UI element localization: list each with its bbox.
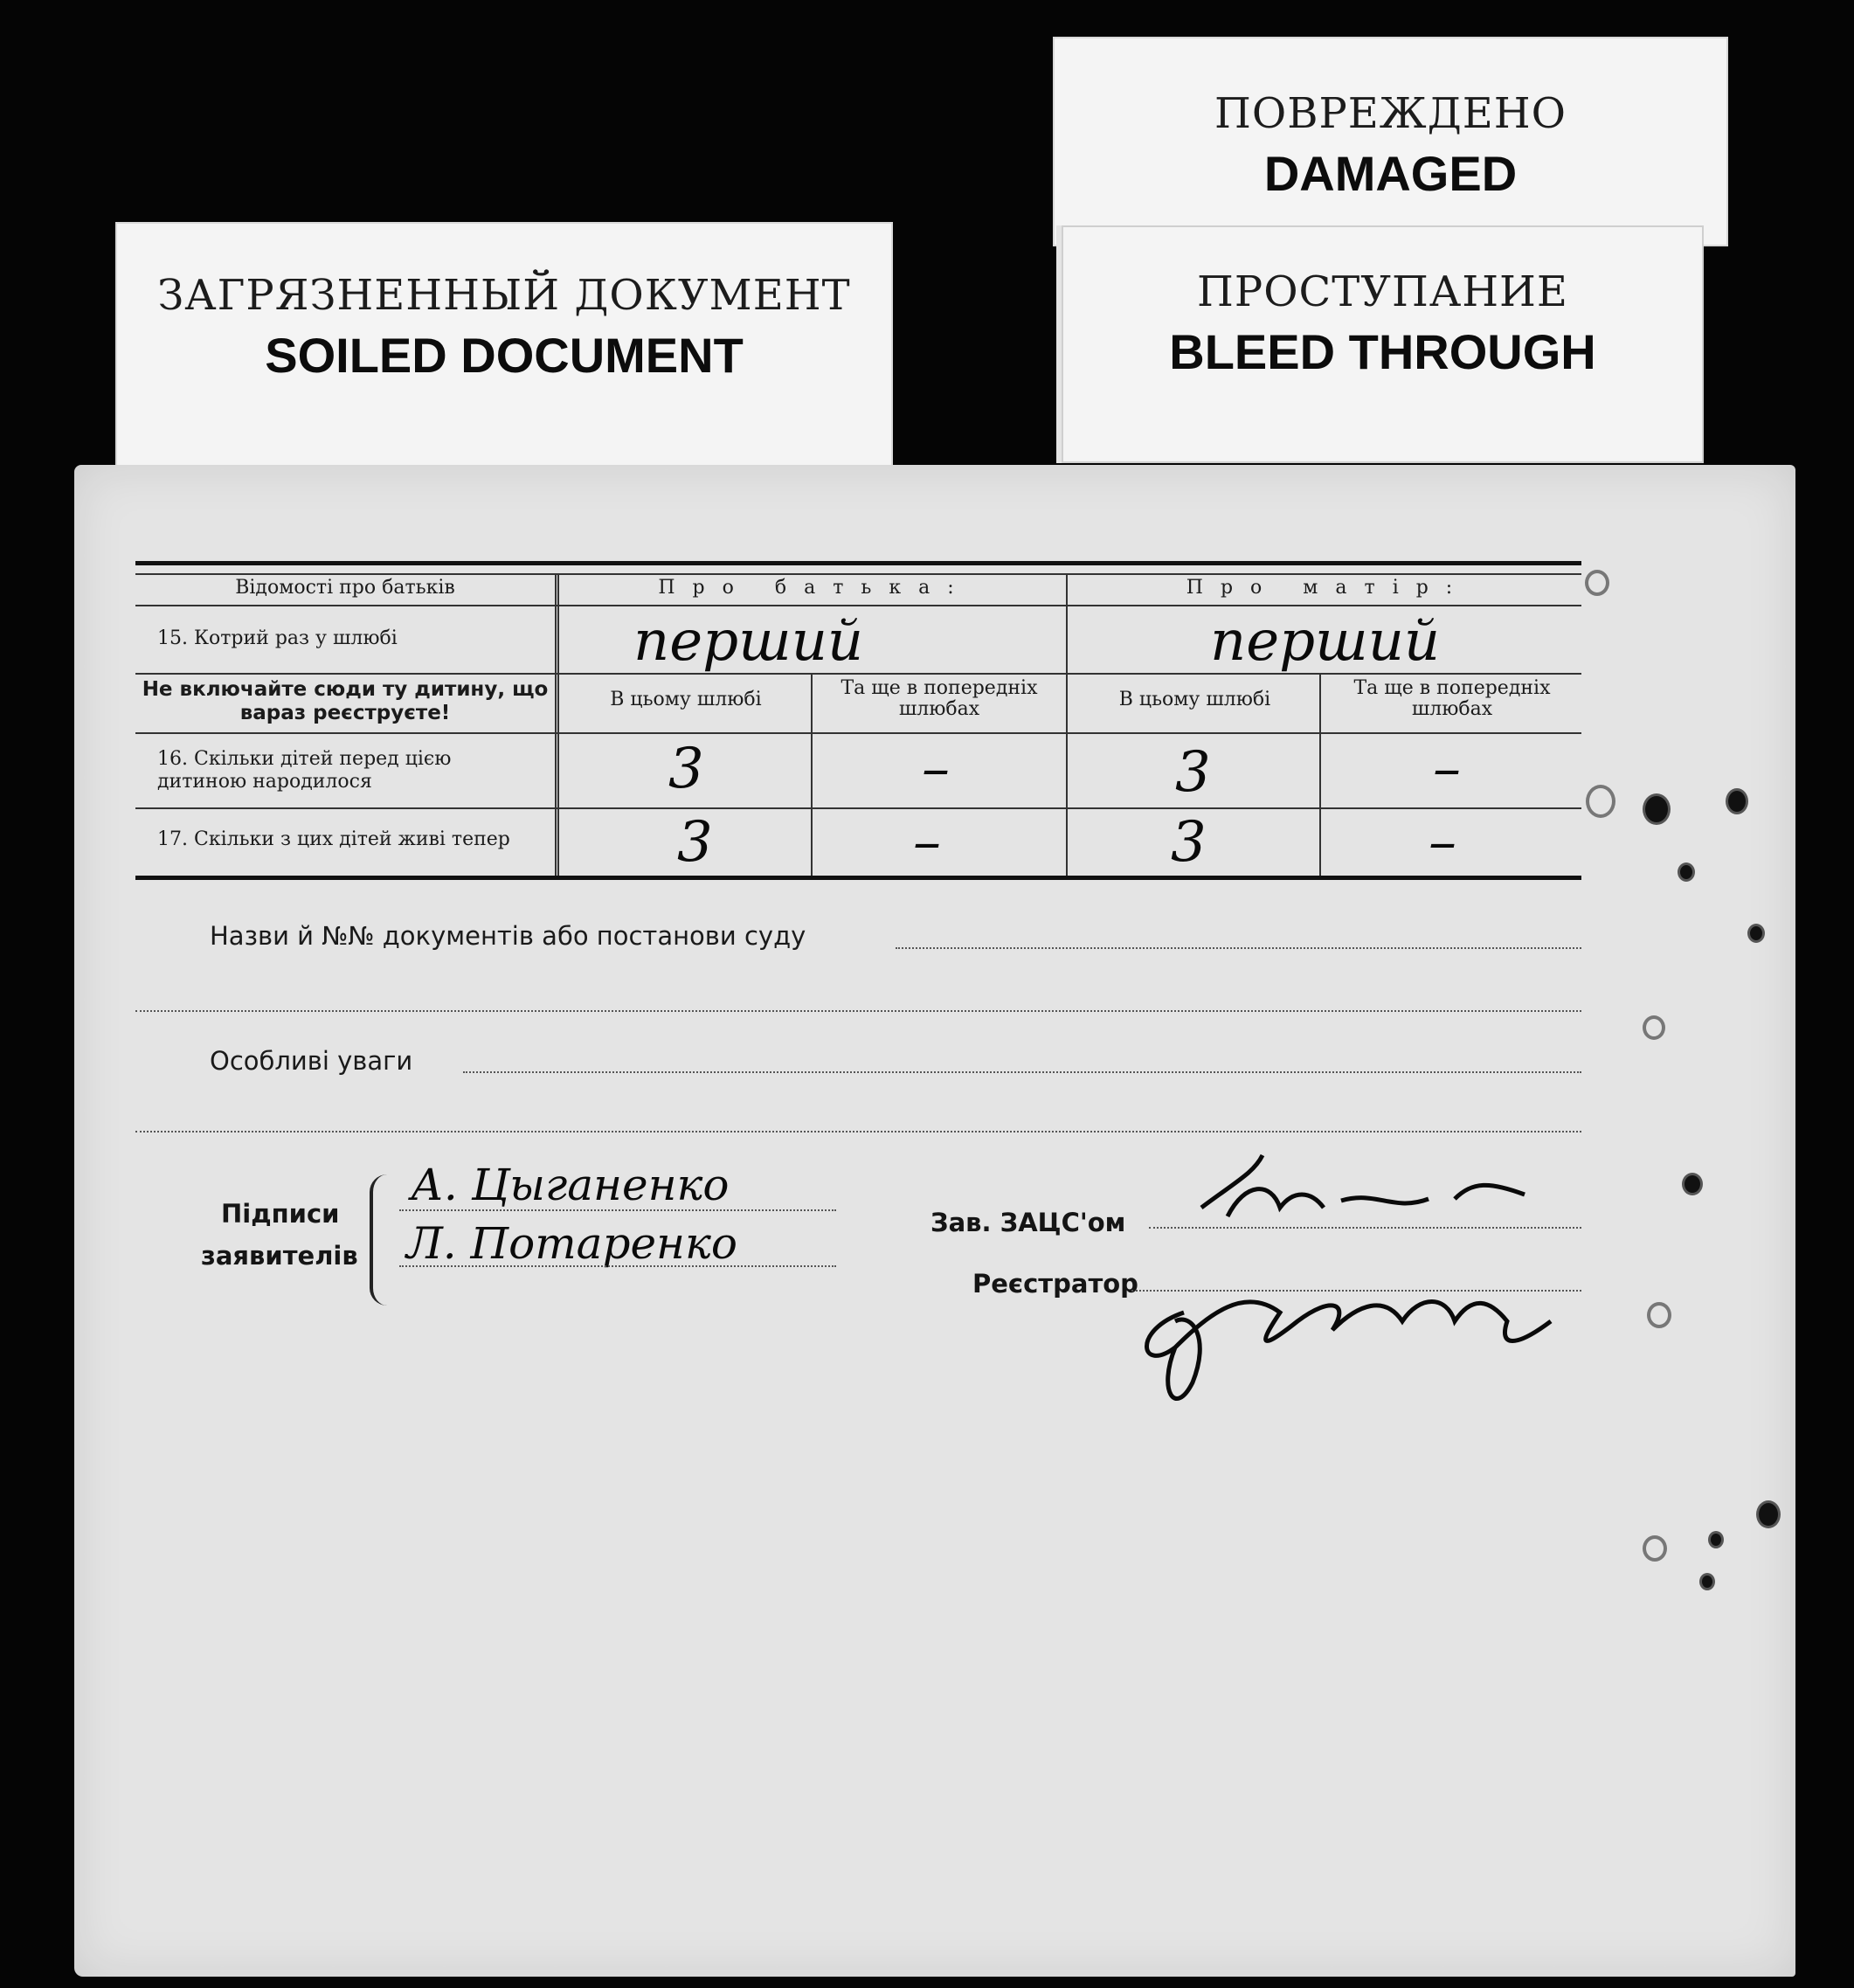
punch-hole-mark [1708, 1531, 1724, 1548]
header-father: Про батька: [658, 577, 972, 599]
punch-hole-mark [1647, 1302, 1671, 1328]
row-16-father-this: 3 [668, 737, 704, 801]
punch-hole-mark [1726, 788, 1748, 814]
row-16-mother-this: 3 [1175, 740, 1211, 805]
punch-hole-mark [1678, 862, 1695, 882]
row-17-mother-prev: – [1429, 810, 1456, 875]
applicants-label: заявителів [201, 1241, 358, 1271]
soiled-document-card [115, 222, 893, 468]
row-17-father-prev: – [913, 810, 941, 875]
remarks-field-line [463, 1071, 1581, 1073]
row-16-label: 16. Скільки дітей перед цією дитиною народилося [157, 748, 452, 793]
remarks-label: Особливі уваги [210, 1046, 413, 1076]
punch-hole-mark [1643, 793, 1671, 825]
exclude-child-note: Не включайте сюди ту дитину, що вараз реєструєте! [142, 678, 549, 724]
zags-head-signature-mark [1123, 1146, 1612, 1417]
registrar-label: Реєстратор [972, 1269, 1138, 1299]
soiled-label-en: SOILED DOCUMENT [265, 328, 744, 383]
punch-hole-mark [1747, 924, 1765, 943]
punch-hole-mark [1756, 1500, 1781, 1528]
bleed-label-en: BLEED THROUGH [1169, 324, 1596, 379]
bleed-through-card [1062, 225, 1704, 463]
punch-hole-mark [1643, 1535, 1667, 1562]
damaged-label-ru: ПОВРЕЖДЕНО [1214, 89, 1567, 138]
signatures-brace [370, 1174, 391, 1306]
punch-hole-mark [1682, 1173, 1703, 1195]
row-17-mother-this: 3 [1171, 810, 1207, 875]
punch-hole-mark [1585, 570, 1609, 596]
row-17-father-this: 3 [677, 810, 713, 875]
signature-line-1 [399, 1209, 836, 1211]
registry-document-page [74, 465, 1795, 1977]
signature-applicant-2: Л. Потаренко [406, 1218, 737, 1269]
documents-field-line-2 [135, 1010, 1581, 1012]
row-15-father-value: перший [633, 609, 864, 674]
zags-head-label: Зав. ЗАЦС'ом [930, 1208, 1126, 1237]
documents-field-line [896, 947, 1581, 949]
punch-hole-mark [1643, 1015, 1665, 1040]
punch-hole-mark [1699, 1573, 1715, 1590]
row-15-mother-value: перший [1210, 609, 1441, 674]
row-16-mother-prev: – [1433, 737, 1461, 801]
header-mother: Про матір: [1186, 577, 1470, 599]
sub-mother-this-marriage: В цьому шлюбі [1118, 689, 1271, 710]
punch-hole-mark [1586, 785, 1615, 818]
documents-label: Назви й №№ документів або постанови суду [210, 921, 806, 951]
bleed-label-ru: ПРОСТУПАНИЕ [1197, 267, 1568, 316]
signature-applicant-1: А. Цыганенко [411, 1160, 730, 1210]
signatures-label: Підписи [221, 1199, 340, 1229]
row-17-label: 17. Скільки з цих дітей живі тепер [157, 828, 510, 850]
row-15-label: 15. Котрий раз у шлюбі [157, 627, 398, 649]
sub-mother-prev-marriages: Та ще в попередніх шлюбах [1353, 677, 1551, 720]
damaged-card [1053, 37, 1728, 246]
header-parents-info: Відомості про батьків [235, 577, 455, 599]
damaged-label-en: DAMAGED [1263, 146, 1518, 201]
sub-father-prev-marriages: Та ще в попередніх шлюбах [841, 677, 1038, 720]
row-16-father-prev: – [922, 737, 950, 801]
remarks-field-line-2 [135, 1131, 1581, 1133]
soiled-label-ru: ЗАГРЯЗНЕННЫЙ ДОКУМЕНТ [157, 271, 851, 320]
signature-line-2 [399, 1265, 836, 1267]
sub-father-this-marriage: В цьому шлюбі [610, 689, 762, 710]
